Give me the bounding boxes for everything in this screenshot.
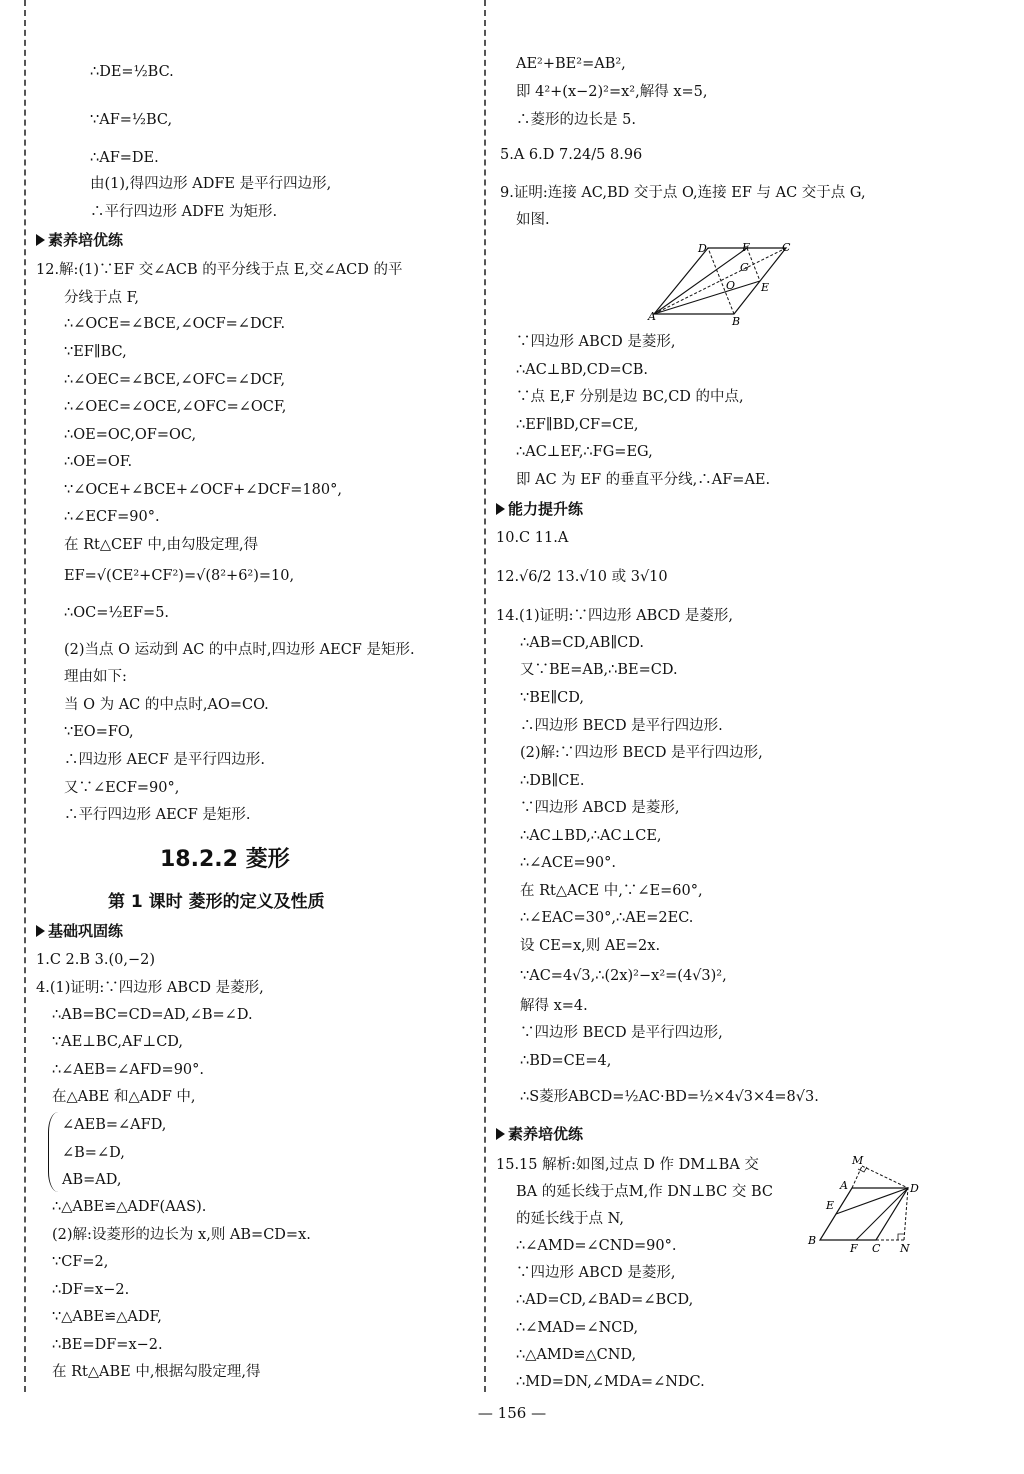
text-line: ∵BE∥CD, [520, 690, 584, 706]
fig1-label-e: E [761, 281, 770, 294]
section-heading [496, 1124, 583, 1144]
text-line: 15.15 解析:如图,过点 D 作 DM⊥BA 交 [496, 1157, 759, 1173]
lesson-title: 第 1 课时 菱形的定义及性质 [108, 892, 325, 912]
section-heading-text: 素养培优练 [508, 1125, 584, 1143]
text-line: ∴OE=OC,OF=OC, [64, 427, 197, 443]
text-line: ∴EF∥BD,CF=CE, [516, 417, 639, 433]
text-line: ∴平行四边形 ADFE 为矩形. [90, 204, 278, 220]
text-line: ∴BE=DF=x−2. [52, 1337, 163, 1353]
fig2-label-e: E [826, 1199, 835, 1212]
text-line: 当 O 为 AC 的中点时,AO=CO. [64, 697, 269, 713]
text-line: ∴菱形的边长是 5. [516, 112, 636, 128]
text-line: 即 4²+(x−2)²=x²,解得 x=5, [516, 84, 708, 100]
text-line: 即 AC 为 EF 的垂直平分线,∴AF=AE. [516, 472, 771, 488]
text-line: ∴∠MAD=∠NCD, [516, 1320, 639, 1336]
text-line: 在 Rt△CEF 中,由勾股定理,得 [64, 537, 259, 553]
text-line: ∵AF=½BC, [90, 112, 173, 128]
text-line: ∵AC=4√3,∴(2x)²−x²=(4√3)², [520, 968, 727, 984]
text-line: 又∵BE=AB,∴BE=CD. [520, 662, 678, 678]
text-line: ∵CF=2, [52, 1254, 109, 1270]
rhombus-figure-q9 [646, 238, 796, 328]
text-line: ∵AE⊥BC,AF⊥CD, [52, 1034, 184, 1050]
text-line: 10.C 11.A [496, 530, 569, 546]
text-line: 4.(1)证明:∵四边形 ABCD 是菱形, [36, 980, 264, 996]
text-line: ∴四边形 BECD 是平行四边形. [520, 718, 723, 734]
fig1-label-c: C [782, 241, 791, 254]
fig2-label-n: N [900, 1242, 910, 1255]
fig2-label-m: M [852, 1154, 864, 1167]
text-line: ∴OE=OF. [64, 454, 133, 470]
text-line: ∴∠ECF=90°. [64, 509, 160, 525]
page-number: — 156 — [477, 1404, 547, 1422]
section-arrow-icon [496, 1128, 505, 1140]
text-line: ∴∠EAC=30°,∴AE=2EC. [520, 910, 694, 926]
text-line: 1.C 2.B 3.(0,−2) [36, 952, 155, 968]
text-line: 14.(1)证明:∵四边形 ABCD 是菱形, [496, 608, 733, 624]
text-line: 解得 x=4. [520, 998, 588, 1014]
text-line: ∴∠ACE=90°. [520, 855, 616, 871]
text-line: ∴四边形 AECF 是平行四边形. [64, 752, 266, 768]
fig2-label-d: D [910, 1182, 919, 1195]
section-heading-text: 素养培优练 [48, 231, 124, 249]
text-line: ∵∠OCE+∠BCE+∠OCF+∠DCF=180°, [64, 482, 342, 498]
text-line: ∴AF=DE. [90, 150, 159, 166]
text-line: 9.证明:连接 AC,BD 交于点 O,连接 EF 与 AC 交于点 G, [500, 185, 866, 201]
column-divider [484, 0, 486, 1392]
text-line: (2)解:∵四边形 BECD 是平行四边形, [520, 745, 763, 761]
section-heading [496, 499, 583, 519]
fig1-label-a: A [648, 310, 656, 323]
text-line: 12.解:(1)∵EF 交∠ACB 的平分线于点 E,交∠ACD 的平 [36, 262, 403, 278]
text-line: ∴∠AEB=∠AFD=90°. [52, 1062, 205, 1078]
text-line: ∴∠OEC=∠OCE,∠OFC=∠OCF, [64, 399, 287, 415]
text-line: 如图. [516, 212, 550, 228]
section-heading-text: 基础巩固练 [48, 922, 124, 940]
text-line: 在△ABE 和△ADF 中, [52, 1089, 196, 1105]
section-heading-text: 能力提升练 [508, 500, 584, 518]
fig2-label-c: C [872, 1242, 881, 1255]
text-line: ∵四边形 ABCD 是菱形, [520, 800, 680, 816]
fig2-label-a: A [840, 1179, 848, 1192]
section-arrow-icon [36, 234, 45, 246]
fig1-label-b: B [732, 315, 741, 328]
text-line: 5.A 6.D 7.24/5 8.96 [500, 147, 643, 163]
text-line: 由(1),得四边形 ADFE 是平行四边形, [90, 176, 332, 192]
text-line: 设 CE=x,则 AE=2x. [520, 938, 661, 954]
text-line: 的延长线于点 N, [516, 1211, 624, 1227]
fig1-label-d: D [698, 242, 707, 255]
text-line: BA 的延长线于点M,作 DN⊥BC 交 BC [516, 1184, 774, 1200]
system-brace [48, 1112, 59, 1192]
text-line: ∴AB=CD,AB∥CD. [520, 635, 644, 651]
text-line: ∴AC⊥BD,CD=CB. [516, 362, 649, 378]
text-line: ∴AB=BC=CD=AD,∠B=∠D. [52, 1007, 253, 1023]
left-margin-rule [24, 0, 26, 1392]
text-line: ∴平行四边形 AECF 是矩形. [64, 807, 251, 823]
text-line: ∴∠AMD=∠CND=90°. [516, 1238, 677, 1254]
text-line: ∴DF=x−2. [52, 1282, 130, 1298]
text-line: ∴DB∥CE. [520, 773, 585, 789]
text-line: ∵EF∥BC, [64, 344, 127, 360]
rhombus-figure-q15 [806, 1152, 924, 1256]
section-arrow-icon [496, 503, 505, 515]
text-line: ∴AC⊥EF,∴FG=EG, [516, 444, 653, 460]
text-line: EF=√(CE²+CF²)=√(8²+6²)=10, [64, 568, 295, 584]
text-line: ∵四边形 ABCD 是菱形, [516, 1265, 676, 1281]
text-line: ∵△ABE≌△ADF, [52, 1309, 162, 1325]
text-line: 又∵∠ECF=90°, [64, 780, 180, 796]
text-line: ∵点 E,F 分别是边 BC,CD 的中点, [516, 389, 744, 405]
text-line: 12.√6/2 13.√10 或 3√10 [496, 569, 668, 585]
fig1-label-g: G [740, 261, 749, 274]
text-line: (2)当点 O 运动到 AC 的中点时,四边形 AECF 是矩形. [64, 642, 415, 658]
text-line: ∴∠OEC=∠BCE,∠OFC=∠DCF, [64, 372, 286, 388]
text-line: AE²+BE²=AB², [516, 56, 626, 72]
text-line: 在 Rt△ABE 中,根据勾股定理,得 [52, 1364, 261, 1380]
text-line: ∴OC=½EF=5. [64, 605, 170, 621]
text-line: ∴△ABE≌△ADF(AAS). [52, 1199, 207, 1215]
text-line: ∴S菱形ABCD=½AC·BD=½×4√3×4=8√3. [520, 1089, 819, 1105]
section-title: 18.2.2 菱形 [160, 847, 290, 872]
text-line: 在 Rt△ACE 中,∵∠E=60°, [520, 883, 703, 899]
text-line: ∵四边形 ABCD 是菱形, [516, 334, 676, 350]
text-line: ∴∠OCE=∠BCE,∠OCF=∠DCF. [64, 316, 286, 332]
text-line: ∴AD=CD,∠BAD=∠BCD, [516, 1292, 694, 1308]
text-line: ∵EO=FO, [64, 724, 134, 740]
text-line: ∠AEB=∠AFD, [62, 1117, 167, 1133]
fig2-label-f: F [850, 1242, 858, 1255]
text-line: 理由如下: [64, 669, 127, 685]
section-heading [36, 230, 123, 250]
text-line: ∵四边形 BECD 是平行四边形, [520, 1025, 723, 1041]
section-heading [36, 921, 123, 941]
text-line: 分线于点 F, [64, 290, 140, 306]
text-line: ∠B=∠D, [62, 1145, 125, 1161]
text-line: ∴△AMD≌△CND, [516, 1347, 637, 1363]
text-line: ∴AC⊥BD,∴AC⊥CE, [520, 828, 662, 844]
text-line: AB=AD, [62, 1172, 122, 1188]
text-line: ∴DE=½BC. [90, 64, 174, 80]
fig1-label-o: O [726, 279, 736, 292]
text-line: (2)解:设菱形的边长为 x,则 AB=CD=x. [52, 1227, 311, 1243]
text-line: ∴MD=DN,∠MDA=∠NDC. [516, 1374, 705, 1390]
fig1-label-f: F [742, 241, 750, 254]
fig2-label-b: B [808, 1234, 817, 1247]
section-arrow-icon [36, 925, 45, 937]
text-line: ∴BD=CE=4, [520, 1053, 612, 1069]
